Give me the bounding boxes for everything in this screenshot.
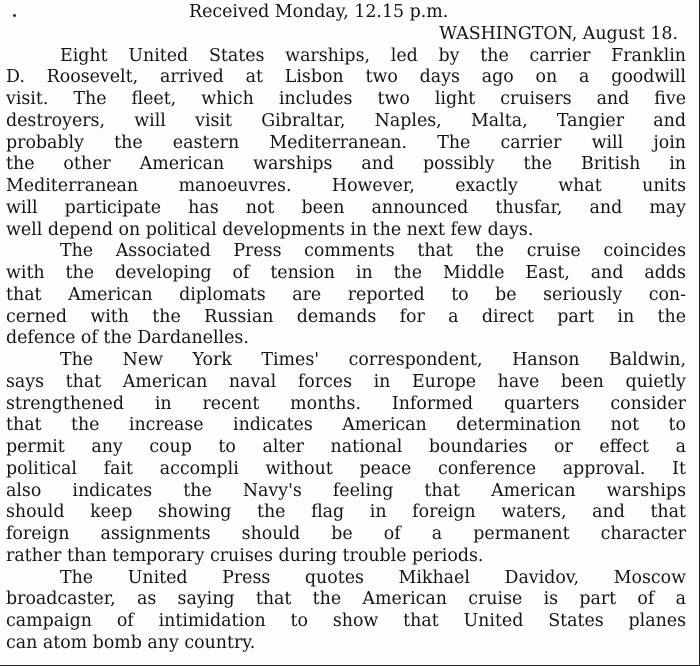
text-line: also indicates the Navy's feeling that American warships xyxy=(6,480,686,501)
text-line: cerned with the Russian demands for a direct part in the xyxy=(6,306,686,327)
text-line: well depend on political developments in the next few days. xyxy=(6,219,534,240)
text-line: The United Press quotes Mikhael Davidov, Moscow xyxy=(60,567,686,588)
text-line: campaign of intimidation to show that United States planes xyxy=(6,611,686,631)
dateline: WASHINGTON, August 18. xyxy=(439,23,678,44)
text-line: will participate has not been announced thusfar, and may xyxy=(6,197,686,218)
text-line: The Associated Press comments that the cruise coincides xyxy=(60,241,686,262)
text-line: The New York Times' correspondent, Hanson Baldwin, xyxy=(60,350,686,370)
text-line: visit. The fleet, which includes two light cruisers and five xyxy=(6,89,686,109)
text-line: permit any coup to alter national boundaries or effect a xyxy=(6,437,686,457)
text-line: with the developing of tension in the Middle East, and adds xyxy=(6,263,686,283)
paragraph-1 xyxy=(6,46,686,242)
text-line: foreign assignments should be of a permanent character xyxy=(6,524,686,544)
text-line: D. Roosevelt, arrived at Lisbon two days ago on a goodwill xyxy=(6,67,686,88)
text-line: strengthened in recent months. Informed quarters consider xyxy=(6,393,686,414)
text-line: can atom bomb any country. xyxy=(6,632,256,653)
text-line: Eight United States warships, led by the carrier Franklin xyxy=(60,45,686,66)
article-body xyxy=(6,2,686,655)
text-line: Mediterranean manoeuvres. However, exactly what units xyxy=(6,176,686,196)
text-line: should keep showing the flag in foreign waters, and that xyxy=(6,502,686,523)
text-line: that American diplomats are reported to be seriously con- xyxy=(6,284,686,305)
text-line: political fait accompli without peace conference approval. It xyxy=(6,458,686,479)
paragraph-2 xyxy=(6,241,686,350)
text-line: says that American naval forces in Europe have been quietly xyxy=(6,371,686,392)
text-line: defence of the Dardanelles. xyxy=(6,328,249,349)
received-time: Received Monday, 12.15 p.m. xyxy=(189,2,449,22)
text-line: destroyers, will visit Gibraltar, Naples, Malta, Tangier and xyxy=(6,110,686,131)
paragraph-3 xyxy=(6,350,686,568)
text-line: probably the eastern Mediterranean. The carrier will join xyxy=(6,132,686,153)
text-line: the other American warships and possibly the British in xyxy=(6,154,686,175)
paragraph-4 xyxy=(6,568,686,655)
text-line: broadcaster, as saying that the American cruise is part of a xyxy=(6,589,686,610)
text-line: rather than temporary cruises during trouble periods. xyxy=(6,545,484,566)
text-line: that the increase indicates American determination not to xyxy=(6,415,686,436)
